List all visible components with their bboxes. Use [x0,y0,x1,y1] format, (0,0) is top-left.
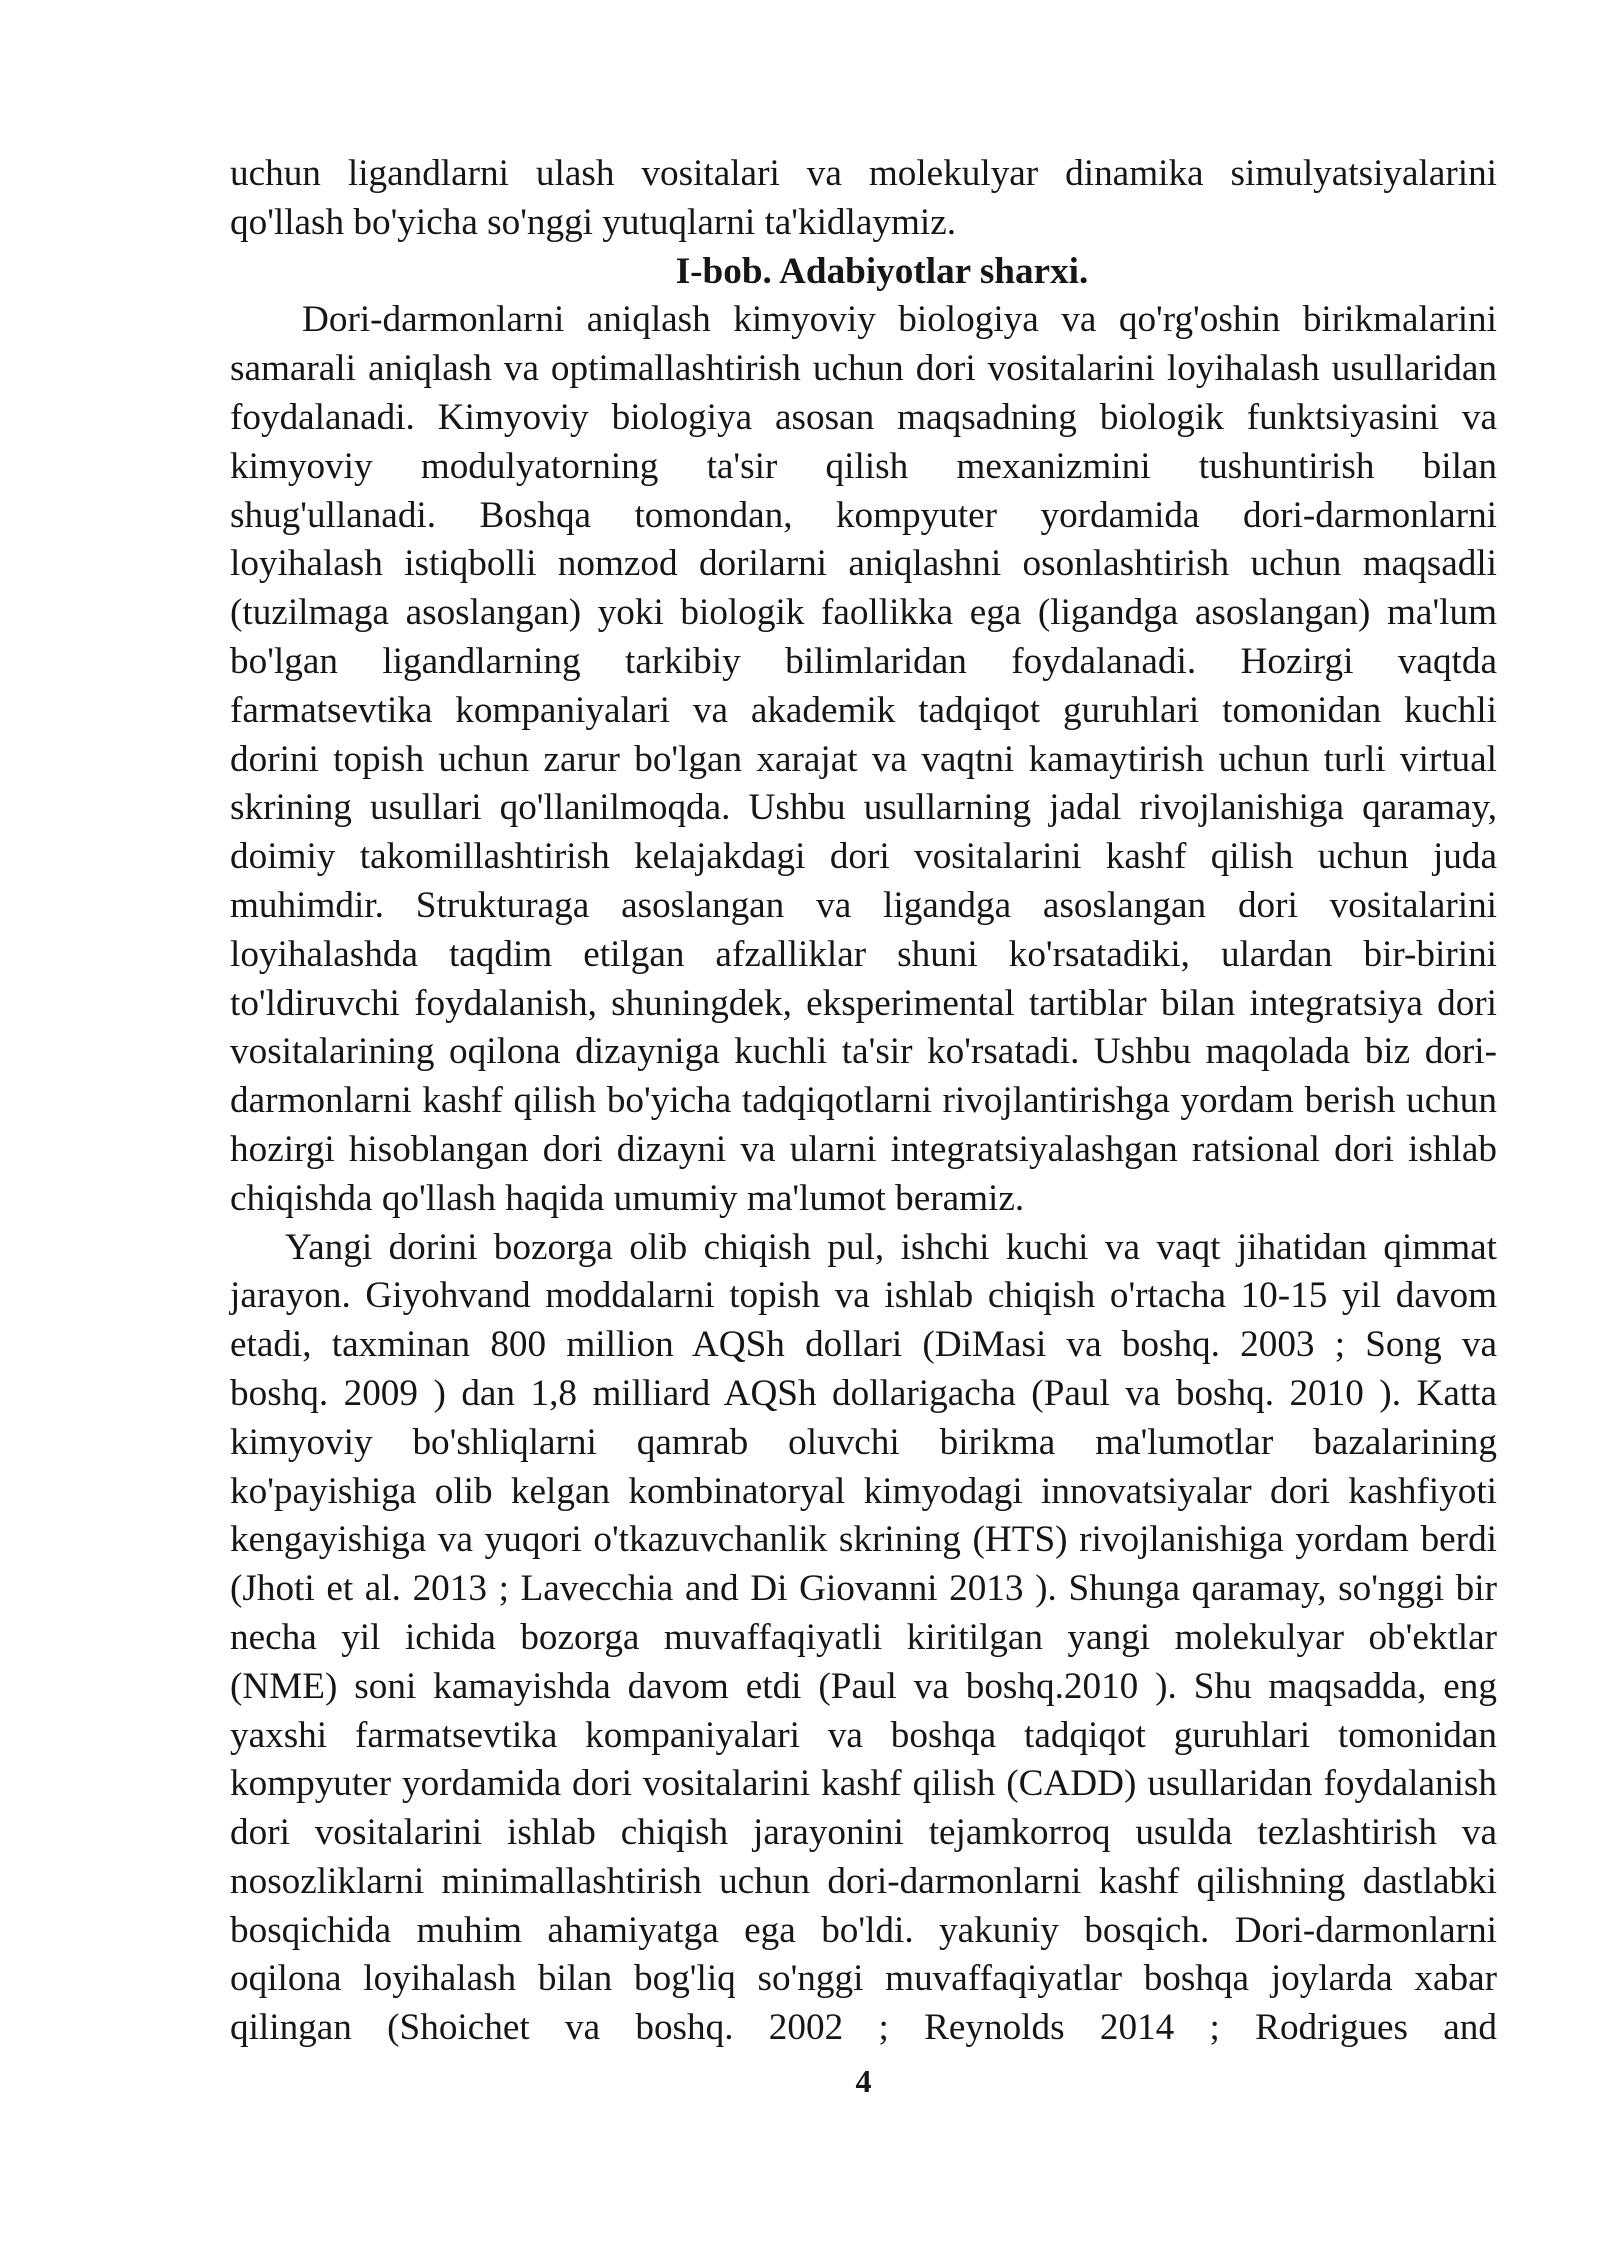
paragraph-continued [230,150,1497,248]
text-line: bosqichida muhim ahamiyatga ega bo'ldi. yakuniy bosqich. Dori-darmonlarni [230,1909,1497,1951]
text-line: doimiy takomillashtirish kelajakdagi dori vositalarini kashf qilish uchun juda [230,836,1497,878]
text-line: jarayon. Giyohvand moddalarni topish va ishlab chiqish o'rtacha 10-15 yil davom [230,1275,1497,1317]
text-line: bo'lgan ligandlarning tarkibiy bilimlaridan foydalanadi. Hozirgi vaqtda [230,640,1497,682]
text-line: kengayishiga va yuqori o'tkazuvchanlik skrining (HTS) rivojlanishiga yordam berdi [230,1519,1497,1561]
text-line: dorini topish uchun zarur bo'lgan xarajat va vaqtni kamaytirish uchun turli virtual [230,738,1497,780]
text-line: foydalanadi. Kimyoviy biologiya asosan maqsadning biologik funktsiyasini va [230,396,1497,438]
text-line: kimyoviy bo'shliqlarni qamrab oluvchi birikma ma'lumotlar bazalarining [230,1421,1497,1463]
paragraph [230,1224,1497,2054]
text-line: boshq. 2009 ) dan 1,8 milliard AQSh dollarigacha (Paul va boshq. 2010 ). Katta [230,1372,1497,1414]
text-line: etadi, taxminan 800 million AQSh dollari (DiMasi va boshq. 2003 ; Song va [230,1324,1497,1366]
text-line: skrining usullari qo'llanilmoqda. Ushbu usullarning jadal rivojlanishiga qaramay, [230,787,1497,829]
paragraph [230,296,1497,1223]
text-line: ko'payishiga olib kelgan kombinatoryal kimyodagi innovatsiyalar dori kashfiyoti [230,1470,1497,1512]
text-line: hozirgi hisoblangan dori dizayni va ularni integratsiyalashgan ratsional dori ishlab [230,1128,1497,1170]
text-line: uchun ligandlarni ulash vositalari va molekulyar dinamika simulyatsiyalarini [230,153,1497,194]
text-line: shug'ullanadi. Boshqa tomondan, kompyuter yordamida dori-darmonlarni [230,494,1497,536]
page-body [230,150,1497,2053]
text-line: farmatsevtika kompaniyalari va akademik tadqiqot guruhlari tomonidan kuchli [230,689,1497,731]
text-line: samarali aniqlash va optimallashtirish uchun dori vositalarini loyihalash usullaridan [230,348,1497,390]
text-line: Yangi dorini bozorga olib chiqish pul, ishchi kuchi va vaqt jihatidan qimmat [285,1226,1497,1268]
text-line: qilingan (Shoichet va boshq. 2002 ; Reynolds 2014 ; Rodrigues and [230,2007,1497,2049]
text-line: yaxshi farmatsevtika kompaniyalari va boshqa tadqiqot guruhlari tomonidan [230,1714,1497,1756]
page-number: 4 [855,2063,872,2099]
text-line: darmonlarni kashf qilish bo'yicha tadqiqotlarni rivojlantirishga yordam berish uchun [230,1080,1497,1122]
text-line: vositalarining oqilona dizayniga kuchli ta'sir ko'rsatadi. Ushbu maqolada biz dori- [230,1031,1497,1073]
text-line: (tuzilmaga asoslangan) yoki biologik faollikka ega (ligandga asoslangan) ma'lum [230,592,1497,634]
text-line: muhimdir. Strukturaga asoslangan va ligandga asoslangan dori vositalarini [230,884,1497,926]
text-line: nosozliklarni minimallashtirish uchun dori-darmonlarni kashf qilishning dastlabki [230,1860,1497,1902]
text-line: qo'llash bo'yicha so'nggi yutuqlarni ta'kidlaymiz. [230,201,957,243]
text-line: chiqishda qo'llash haqida umumiy ma'lumot beramiz. [230,1177,1025,1219]
text-line: to'ldiruvchi foydalanish, shuningdek, eksperimental tartiblar bilan integratsiya dori [230,982,1497,1024]
text-line: (NME) soni kamayishda davom etdi (Paul va boshq.2010 ). Shu maqsadda, eng [230,1665,1497,1707]
text-line: dori vositalarini ishlab chiqish jarayonini tejamkorroq usulda tezlashtirish va [230,1812,1497,1854]
text-line: kompyuter yordamida dori vositalarini kashf qilish (CADD) usullaridan foydalanish [230,1763,1497,1805]
text-line: oqilona loyihalash bilan bog'liq so'nggi muvaffaqiyatlar boshqa joylarda xabar [230,1958,1497,2000]
text-line: loyihalash istiqbolli nomzod dorilarni aniqlashni osonlashtirish uchun maqsadli [230,543,1497,585]
section-heading: I-bob. Adabiyotlar sharxi. [675,250,1089,292]
text-line: loyihalashda taqdim etilgan afzalliklar shuni ko'rsatadiki, ulardan bir-birini [230,933,1497,975]
text-line: Dori-darmonlarni aniqlash kimyoviy biologiya va qo'rg'oshin birikmalarini [302,299,1497,341]
text-line: kimyoviy modulyatorning ta'sir qilish mexanizmini tushuntirish bilan [230,445,1497,487]
text-line: (Jhoti et al. 2013 ; Lavecchia and Di Giovanni 2013 ). Shunga qaramay, so'nggi bir [230,1568,1497,1610]
text-line: necha yil ichida bozorga muvaffaqiyatli kiritilgan yangi molekulyar ob'ektlar [230,1616,1497,1658]
